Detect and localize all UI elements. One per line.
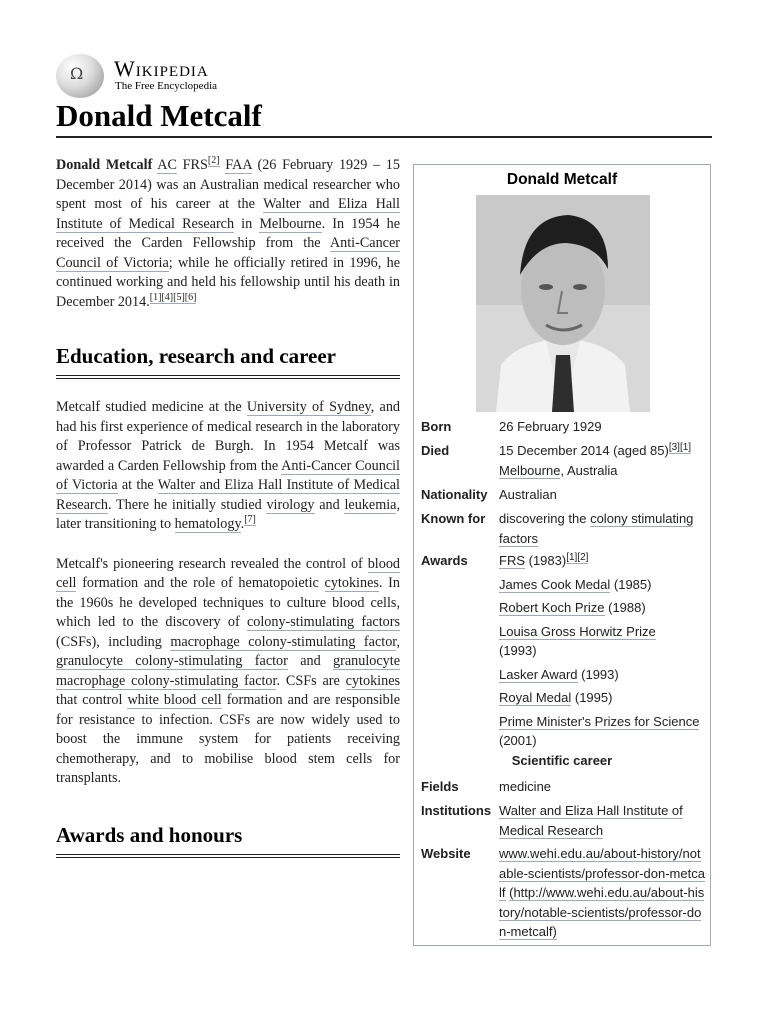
link-white-blood-cell[interactable]: white blood cell [127,692,222,708]
award-year: (2001) [499,733,537,748]
lead-paragraph [56,156,400,312]
link-colony-stimulating-factors[interactable]: colony stimulating factors [499,511,694,546]
text: at the [121,477,154,493]
education-paragraph-1 [56,398,400,535]
education-paragraph-2 [56,555,400,789]
text: . In the 1960s he developed techniques to culture blood cells, which led to the discovery of [56,575,400,630]
nationality-label: Nationality [421,487,488,502]
page-title: Donald Metcalf [56,96,712,138]
award-item [499,575,705,595]
link-ac[interactable]: AC [157,157,177,173]
globe-glyph: Ω [70,64,84,83]
link-macrophage-csf[interactable]: macrophage colony-stimulating factor [170,633,397,650]
link-wehi[interactable]: Walter and Eliza Hall Institute of Medical Research [499,803,683,838]
lead-text-1: (26 February 1929 – 15 December 2014) was an Australian medical researcher who spent most of his career at the [56,157,400,212]
text: (CSFs), including [56,633,162,650]
link-colony-stimulating-factors[interactable]: colony-stimulating factors [246,614,400,630]
died-date: 15 December 2014 (aged 85) [499,443,669,458]
ref-6[interactable]: [6] [184,291,197,303]
text: formation and the role of hematopoietic [82,575,319,591]
text: , [396,633,400,650]
link-virology[interactable]: virology [266,496,315,513]
link-university-of-sydney[interactable]: University of Sydney [246,399,371,415]
ref-4[interactable]: [4] [161,291,174,303]
frs-text: FRS [182,157,208,173]
link-faa[interactable]: FAA [225,157,252,173]
link-website[interactable]: www.wehi.edu.au/about-history/notable-scientists/professor-don-metcalf [499,846,705,900]
institutions-value [499,801,705,840]
fields-label: Fields [421,779,459,794]
award-item [499,712,705,751]
link-award-robert-koch-prize[interactable]: Robert Koch Prize [499,600,605,615]
link-leukemia[interactable]: leukemia [344,496,397,513]
link-award-james-cook-medal[interactable]: James Cook Medal [499,576,611,592]
portrait-drawing [476,195,650,412]
institutions-label: Institutions [421,803,492,818]
award-year: (1985) [610,576,652,592]
known-for-label: Known for [421,511,486,526]
link-award-frs[interactable]: FRS [499,553,525,568]
wikipedia-globe-logo[interactable] [56,54,104,98]
awards-list [499,551,705,751]
link-anti-cancer-council[interactable]: Anti-Cancer Council of Victoria [56,457,400,493]
site-tagline: The Free Encyclopedia [115,80,218,92]
link-award-pm-prizes-for-science[interactable]: Prime Minister's Prizes for Science [499,713,700,729]
link-granulocyte-macrophage-csf[interactable]: granulocyte macrophage colony-stimulating factor [56,653,401,689]
lead-text-2: in [241,215,253,232]
link-cytokines[interactable]: cytokines [324,575,379,591]
ref-2[interactable]: [2] [207,155,220,167]
text: and [300,653,321,669]
died-value [499,441,705,480]
born-value: 26 February 1929 [499,419,602,434]
died-place-rest: , Australia [560,462,618,478]
nationality-value: Australian [499,487,557,502]
award-year: (1993) [577,666,619,682]
ref-7[interactable]: [7] [244,514,256,526]
link-website-full-url[interactable]: (http://www.wehi.edu.au/about-history/notable-scientists/professor-don-metcalf) [499,885,705,939]
text: and [319,496,340,513]
award-item [499,551,705,571]
article-body [56,156,400,855]
award-year: (1995) [571,690,613,705]
website-label: Website [421,846,471,861]
award-year: (1993) [499,643,537,658]
site-header [56,54,716,94]
text: , and had his first experience of medical research in the laboratory of Professor Patrick de Burgh. In 1954 Metcalf was awarded a Carden Fellowship from the [56,399,401,474]
lead-text-3: . In 1954 he received the Carden Fellowship from the [56,215,400,251]
text: formation and are responsible for resistance to infection. CSFs are now widely used to boost the immune system for patients receiving chemotherapy, and to mobilise blood stem cells for transplants. [56,692,401,786]
fields-value: medicine [499,779,552,794]
text: that control [56,692,123,708]
ref-3[interactable]: [3] [668,441,680,453]
text: . There he initially studied [108,496,262,513]
link-hematology[interactable]: hematology [174,516,241,532]
text: , later transitioning to [56,496,401,532]
link-blood-cell[interactable]: blood cell [56,555,401,591]
text: . [240,516,245,532]
website-value [499,844,705,942]
link-award-royal-medal[interactable]: Royal Medal [499,690,572,705]
ref-1[interactable]: [1] [679,441,692,453]
site-wordmark[interactable]: Wikipedia [114,56,209,81]
infobox-subheading: Scientific career [511,753,613,768]
link-award-louisa-gross-horwitz-prize[interactable]: Louisa Gross Horwitz Prize [499,623,656,639]
award-item [499,688,705,708]
award-item [499,665,705,685]
award-year: (1983) [525,553,567,568]
link-award-lasker-award[interactable]: Lasker Award [499,666,578,682]
text: . CSFs are [276,672,340,689]
link-anti-cancer-council[interactable]: Anti-Cancer Council of Victoria [56,235,400,271]
ref-1[interactable]: [1] [149,291,162,303]
award-item [499,622,705,661]
award-year: (1988) [604,600,646,615]
lead-text-4: ; while he officially retired in 1996, he continued working and held his fellowship until his death in December 2014. [56,254,400,310]
ref-1[interactable]: [1] [566,551,578,563]
subject-name: Donald Metcalf [56,157,153,173]
award-item [499,598,705,618]
infobox [413,164,711,946]
portrait-photo[interactable] [476,195,650,412]
section-heading-awards: Awards and honours [56,823,400,855]
known-for-value [499,509,705,548]
section-heading-education: Education, research and career [56,344,400,376]
text: Metcalf's pioneering research revealed the control of [56,555,363,572]
born-label: Born [421,419,452,434]
text: Metcalf studied medicine at the [56,399,242,415]
infobox-title: Donald Metcalf [506,171,618,188]
link-cytokines-2[interactable]: cytokines [345,672,401,689]
ref-2[interactable]: [2] [577,551,589,563]
link-wehi[interactable]: Walter and Eliza Hall Institute of Medical Research [56,477,401,513]
link-wehi[interactable]: Walter and Eliza Hall Institute of Medical Research [56,196,401,232]
link-melbourne[interactable]: Melbourne [499,462,561,478]
ref-5[interactable]: [5] [173,291,185,303]
link-melbourne[interactable]: Melbourne [259,215,322,232]
link-granulocyte-csf[interactable]: granulocyte colony-stimulating factor [56,653,288,669]
awards-label: Awards [421,553,468,568]
known-for-text: discovering the [499,511,587,526]
died-label: Died [421,443,450,458]
